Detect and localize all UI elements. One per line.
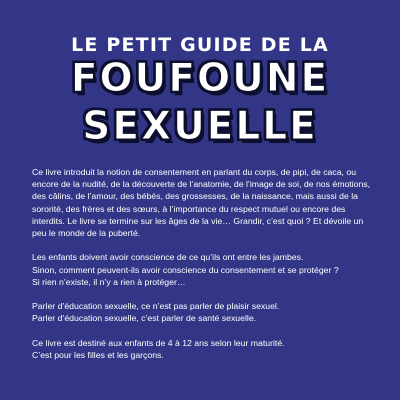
description: [32, 166, 372, 373]
paragraph-awareness: Les enfants doivent avoir conscience de ce qu’ils ont entre les jambes. Sinon, comment peuvent-ils avoir conscience du consentement et se protéger ? Si rien n’existe, il n’y a rien à protéger…: [32, 252, 339, 287]
title-line-2: SEXUELLE: [82, 104, 318, 149]
paragraph-education: Parler d’éducation sexuelle, ce n’est pas parler de plaisir sexuel. Parler d’éducation sexuelle, c’est parler de santé sexuelle.: [32, 301, 280, 324]
paragraph-intro: Ce livre introduit la notion de consentement en parlant du corps, de pipi, de caca, ou encore de la nudité, de la découverte de l’anatomie, de l’image de soi, de nos émotions, des câlins, de l’amour, des bébés, des grossesses, de la naissance, mais aussi de la sororité, des frères et des sœurs, à l’importance du respect mutuel ou encore des interdits. Le livre se termine sur les âges de la vie… Grandir, c’est quoi ? Et dévoile un peu le monde de la puberté.: [32, 167, 371, 239]
pre-title: LE PETIT GUIDE DE LA: [71, 34, 329, 56]
title-line-1: FOUFOUNE: [70, 56, 330, 101]
paragraph-audience: Ce livre est destiné aux enfants de 4 à 12 ans selon leur maturité. C’est pour les filles et les garçons.: [32, 337, 285, 360]
